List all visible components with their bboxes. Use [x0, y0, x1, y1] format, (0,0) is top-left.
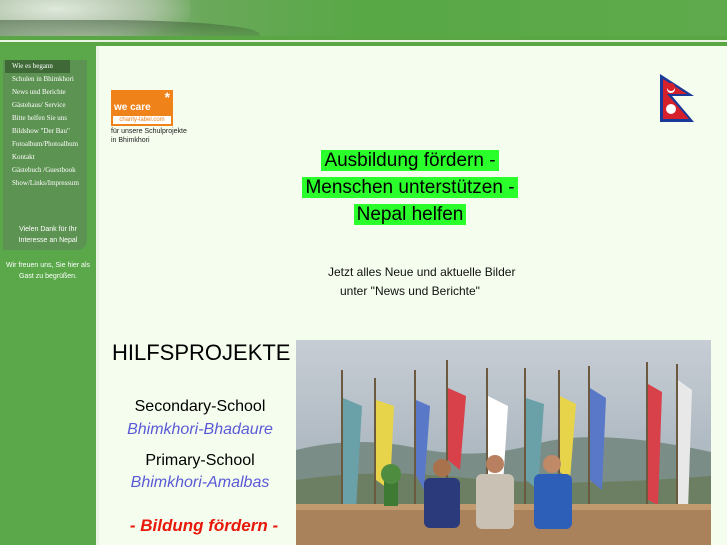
nav-item-bildshow[interactable]: Bildshow "Der Bau"	[12, 127, 70, 135]
primary-school-link[interactable]: Bhimkhori-Amalbas	[130, 474, 270, 491]
logo-caption-line-2: in Bhimkhori	[111, 137, 150, 144]
news-line-2[interactable]: unter "News und Berichte"	[340, 284, 480, 298]
welcome-line-2: Gast zu begrüßen.	[19, 273, 77, 280]
secondary-school-label: Secondary-School	[134, 398, 266, 415]
slogan: - Bildung fördern -	[129, 516, 279, 535]
nav-item-fotoalbum[interactable]: Fotoalbum/Photoalbum	[12, 140, 79, 148]
welcome-text	[0, 260, 96, 282]
thanks-text	[0, 224, 96, 246]
nepal-flag-icon	[658, 72, 698, 124]
headline-line-1: Ausbildung fördern -	[321, 150, 498, 171]
frame-divider	[0, 40, 727, 42]
welcome-line-1: Wir freuen uns, Sie hier als	[5, 262, 91, 269]
headline	[290, 147, 530, 228]
asterisk-icon: *	[164, 89, 170, 105]
we-care-logo[interactable]	[111, 90, 173, 126]
news-line-1: Jetzt alles Neue und aktuelle Bilder	[328, 265, 516, 279]
nav-item-gaestebuch[interactable]: Gästebuch /Guestbook	[12, 166, 76, 174]
thanks-line-1: Vielen Dank für Ihr	[19, 226, 77, 233]
nav-item-gaestehaus[interactable]: Gästehaus/ Service	[12, 101, 66, 109]
logo-caption	[111, 127, 187, 145]
nav-menu	[3, 60, 87, 250]
logo-caption-line-1: für unsere Schulprojekte	[111, 128, 187, 135]
nav-item-bitte-helfen[interactable]: Bitte helfen Sie uns	[12, 114, 68, 122]
projects-title: HILFSPROJEKTE	[112, 340, 291, 365]
nav-item-news[interactable]: News und Berichte	[12, 88, 66, 96]
primary-school-label: Primary-School	[145, 452, 255, 469]
thanks-line-2: Interesse an Nepal	[18, 237, 78, 244]
logo-text: we care	[114, 102, 151, 113]
logo-url: charity-label.com	[113, 116, 171, 124]
nav-item-kontakt[interactable]: Kontakt	[12, 153, 35, 161]
sidebar	[0, 46, 96, 545]
secondary-school-link[interactable]: Bhimkhori-Bhadaure	[127, 421, 273, 438]
nav-item-show-links[interactable]: Show/Links/Impressum	[12, 179, 79, 187]
nav-item-schulen[interactable]: Schulen in Bhimkhori	[12, 75, 74, 83]
project-photo	[296, 340, 711, 545]
headline-line-3: Nepal helfen	[354, 204, 467, 225]
headline-line-2: Menschen unterstützen -	[302, 177, 517, 198]
nav-item-wie-es-begann[interactable]: Wie es begann	[5, 60, 70, 73]
